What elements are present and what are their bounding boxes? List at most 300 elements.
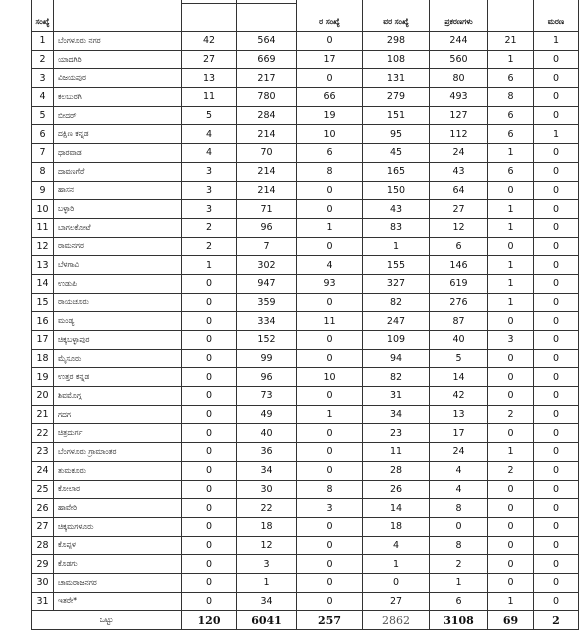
- cell-deaths: 0: [534, 106, 579, 125]
- cell-district: ಉಡುಪಿ: [54, 274, 182, 293]
- cell-cases: 17: [430, 424, 488, 443]
- cell-count-a: 0: [297, 200, 363, 219]
- table-row: [32, 256, 579, 275]
- table-row: [32, 181, 579, 200]
- cell-extra: 0: [488, 517, 534, 536]
- cell-count-a: 0: [297, 424, 363, 443]
- cell-cases: 1: [430, 573, 488, 592]
- cell-count-b: 0: [363, 573, 430, 592]
- cell-extra: 0: [488, 387, 534, 406]
- total-c4: 2862: [363, 611, 430, 630]
- cell-total-infected: 34: [237, 461, 297, 480]
- table-row: [32, 32, 579, 51]
- cell-new-infected: 0: [182, 499, 237, 518]
- cell-extra: 1: [488, 293, 534, 312]
- cell-total-infected: 36: [237, 443, 297, 462]
- cell-cases: 13: [430, 405, 488, 424]
- cell-count-a: 19: [297, 106, 363, 125]
- cell-extra: 2: [488, 405, 534, 424]
- table-row: [32, 499, 579, 518]
- cell-total-infected: 3: [237, 555, 297, 574]
- cell-district: ಚಿಕ್ಕಮಗಳೂರು: [54, 517, 182, 536]
- cell-count-a: 66: [297, 88, 363, 107]
- table-row: [32, 573, 579, 592]
- cell-count-b: 43: [363, 200, 430, 219]
- cell-count-a: 0: [297, 536, 363, 555]
- cell-cases: 27: [430, 200, 488, 219]
- cell-count-a: 0: [297, 293, 363, 312]
- cell-deaths: 0: [534, 405, 579, 424]
- cell-district: ತುಮಕೂರು: [54, 461, 182, 480]
- cell-cases: 87: [430, 312, 488, 331]
- cell-count-b: 109: [363, 331, 430, 350]
- district-stats-table: [31, 0, 579, 630]
- cell-serial: 11: [32, 218, 54, 237]
- total-label: ಒಟ್ಟು: [32, 611, 182, 630]
- cell-count-b: 155: [363, 256, 430, 275]
- cell-count-a: 0: [297, 181, 363, 200]
- cell-count-b: 45: [363, 144, 430, 163]
- cell-deaths: 0: [534, 274, 579, 293]
- table-body: [32, 32, 579, 630]
- cell-count-b: 82: [363, 293, 430, 312]
- cell-total-infected: 96: [237, 368, 297, 387]
- header-deaths: ಮರಣ: [534, 0, 579, 32]
- header-serial: ಸಂಖ್ಯೆ: [32, 0, 54, 32]
- cell-new-infected: 0: [182, 331, 237, 350]
- cell-new-infected: 0: [182, 480, 237, 499]
- cell-cases: 619: [430, 274, 488, 293]
- cell-district: ಯಾದಗಿರಿ: [54, 50, 182, 69]
- cell-extra: 1: [488, 144, 534, 163]
- cell-total-infected: 40: [237, 424, 297, 443]
- cell-serial: 2: [32, 50, 54, 69]
- cell-deaths: 0: [534, 368, 579, 387]
- cell-district: ಉತ್ತರ ಕನ್ನಡ: [54, 368, 182, 387]
- cell-district: ಚಾಮರಾಜನಗರ: [54, 573, 182, 592]
- header-count-b: ವರ ಸಂಖ್ಯೆ: [363, 0, 430, 32]
- table-row: [32, 443, 579, 462]
- cell-count-b: 95: [363, 125, 430, 144]
- cell-serial: 31: [32, 592, 54, 611]
- cell-cases: 127: [430, 106, 488, 125]
- cell-extra: 0: [488, 480, 534, 499]
- table-row: [32, 274, 579, 293]
- cell-serial: 3: [32, 69, 54, 88]
- cell-count-b: 1: [363, 237, 430, 256]
- cell-deaths: 0: [534, 181, 579, 200]
- cell-total-infected: 780: [237, 88, 297, 107]
- table-row: [32, 536, 579, 555]
- cell-deaths: 1: [534, 125, 579, 144]
- cell-serial: 13: [32, 256, 54, 275]
- cell-deaths: 0: [534, 144, 579, 163]
- header-total-infected: [237, 0, 297, 32]
- cell-cases: 244: [430, 32, 488, 51]
- cell-new-infected: 3: [182, 181, 237, 200]
- cell-count-a: 1: [297, 218, 363, 237]
- cell-district: ಮೈಸೂರು: [54, 349, 182, 368]
- cell-deaths: 0: [534, 443, 579, 462]
- table-row: [32, 349, 579, 368]
- cell-count-b: 4: [363, 536, 430, 555]
- cell-serial: 1: [32, 32, 54, 51]
- cell-count-b: 82: [363, 368, 430, 387]
- cell-count-a: 0: [297, 443, 363, 462]
- cell-extra: 2: [488, 461, 534, 480]
- cell-deaths: 0: [534, 312, 579, 331]
- cell-count-b: 83: [363, 218, 430, 237]
- cell-count-a: 17: [297, 50, 363, 69]
- cell-serial: 14: [32, 274, 54, 293]
- cell-district: ಧಾರವಾಡ: [54, 144, 182, 163]
- header-cases: ಪ್ರಕರಣಗಳು: [430, 0, 488, 32]
- cell-deaths: 0: [534, 536, 579, 555]
- table-row: [32, 331, 579, 350]
- cell-total-infected: 18: [237, 517, 297, 536]
- cell-extra: 3: [488, 331, 534, 350]
- cell-extra: 1: [488, 50, 534, 69]
- cell-total-infected: 284: [237, 106, 297, 125]
- cell-count-a: 0: [297, 69, 363, 88]
- cell-new-infected: 0: [182, 368, 237, 387]
- total-c2: 6041: [237, 611, 297, 630]
- cell-count-a: 1: [297, 405, 363, 424]
- cell-count-a: 8: [297, 162, 363, 181]
- total-c1: 120: [182, 611, 237, 630]
- table-row: [32, 200, 579, 219]
- cell-serial: 6: [32, 125, 54, 144]
- cell-count-b: 23: [363, 424, 430, 443]
- cell-cases: 6: [430, 592, 488, 611]
- cell-extra: 1: [488, 592, 534, 611]
- cell-extra: 0: [488, 181, 534, 200]
- table-row: [32, 237, 579, 256]
- cell-extra: 0: [488, 368, 534, 387]
- cell-deaths: 0: [534, 69, 579, 88]
- cell-total-infected: 359: [237, 293, 297, 312]
- cell-cases: 146: [430, 256, 488, 275]
- cell-total-infected: 152: [237, 331, 297, 350]
- cell-count-a: 0: [297, 237, 363, 256]
- cell-serial: 22: [32, 424, 54, 443]
- cell-serial: 16: [32, 312, 54, 331]
- cell-cases: 493: [430, 88, 488, 107]
- cell-serial: 12: [32, 237, 54, 256]
- cell-cases: 0: [430, 517, 488, 536]
- cell-district: ದಾವಣಗೆರೆ: [54, 162, 182, 181]
- cell-district: ಗದಗ: [54, 405, 182, 424]
- cell-deaths: 1: [534, 32, 579, 51]
- table-row: [32, 69, 579, 88]
- cell-extra: 0: [488, 573, 534, 592]
- table-row: [32, 424, 579, 443]
- cell-deaths: 0: [534, 424, 579, 443]
- table-row: [32, 162, 579, 181]
- table-row: [32, 517, 579, 536]
- cell-count-b: 26: [363, 480, 430, 499]
- cell-district: ಶಿವಮೊಗ್ಗ: [54, 387, 182, 406]
- cell-count-a: 0: [297, 331, 363, 350]
- cell-serial: 17: [32, 331, 54, 350]
- table-row: [32, 50, 579, 69]
- cell-new-infected: 3: [182, 162, 237, 181]
- cell-count-b: 34: [363, 405, 430, 424]
- cell-district: ಬೀದರ್: [54, 106, 182, 125]
- cell-extra: 0: [488, 499, 534, 518]
- cell-district: ಬಾಗಲಕೋಟೆ: [54, 218, 182, 237]
- cell-cases: 43: [430, 162, 488, 181]
- cell-new-infected: 2: [182, 237, 237, 256]
- table-row: [32, 405, 579, 424]
- cell-count-a: 93: [297, 274, 363, 293]
- cell-count-a: 8: [297, 480, 363, 499]
- cell-serial: 15: [32, 293, 54, 312]
- cell-district: ಕೊಡಗು: [54, 555, 182, 574]
- cell-extra: 1: [488, 443, 534, 462]
- cell-cases: 14: [430, 368, 488, 387]
- cell-serial: 30: [32, 573, 54, 592]
- cell-deaths: 0: [534, 480, 579, 499]
- cell-deaths: 0: [534, 50, 579, 69]
- cell-total-infected: 96: [237, 218, 297, 237]
- cell-serial: 10: [32, 200, 54, 219]
- cell-deaths: 0: [534, 162, 579, 181]
- cell-count-b: 247: [363, 312, 430, 331]
- cell-district: ಬೆಂಗಳೂರು ಗ್ರಾಮಾಂತರ: [54, 443, 182, 462]
- cell-district: ಕಲಬುರಗಿ: [54, 88, 182, 107]
- cell-extra: 0: [488, 237, 534, 256]
- cell-district: ವಿಜಯಪುರ: [54, 69, 182, 88]
- cell-new-infected: 1: [182, 256, 237, 275]
- cell-total-infected: 12: [237, 536, 297, 555]
- cell-new-infected: 13: [182, 69, 237, 88]
- cell-district: ಹಾಸನ: [54, 181, 182, 200]
- cell-count-b: 131: [363, 69, 430, 88]
- table-row: [32, 218, 579, 237]
- cell-district: ಚಿತ್ರದುರ್ಗ: [54, 424, 182, 443]
- cell-serial: 20: [32, 387, 54, 406]
- total-c7: 2: [534, 611, 579, 630]
- table-header-row: [32, 0, 579, 32]
- cell-new-infected: 4: [182, 144, 237, 163]
- total-c5: 3108: [430, 611, 488, 630]
- cell-new-infected: 0: [182, 555, 237, 574]
- cell-cases: 8: [430, 536, 488, 555]
- cell-cases: 40: [430, 331, 488, 350]
- cell-cases: 276: [430, 293, 488, 312]
- cell-count-b: 94: [363, 349, 430, 368]
- cell-new-infected: 0: [182, 461, 237, 480]
- cell-total-infected: 71: [237, 200, 297, 219]
- cell-district: ಮಂಡ್ಯ: [54, 312, 182, 331]
- cell-extra: 8: [488, 88, 534, 107]
- cell-total-infected: 214: [237, 125, 297, 144]
- cell-extra: 6: [488, 106, 534, 125]
- cell-deaths: 0: [534, 573, 579, 592]
- cell-count-b: 27: [363, 592, 430, 611]
- cell-total-infected: 669: [237, 50, 297, 69]
- cell-new-infected: 0: [182, 517, 237, 536]
- cell-count-b: 14: [363, 499, 430, 518]
- cell-district: ಹಾವೇರಿ: [54, 499, 182, 518]
- cell-total-infected: 214: [237, 181, 297, 200]
- header-district: [54, 0, 182, 32]
- table-row: [32, 461, 579, 480]
- cell-cases: 8: [430, 499, 488, 518]
- cell-extra: 0: [488, 536, 534, 555]
- cell-deaths: 0: [534, 387, 579, 406]
- cell-cases: 4: [430, 461, 488, 480]
- cell-district: ಬೆಳಗಾವಿ: [54, 256, 182, 275]
- cell-serial: 4: [32, 88, 54, 107]
- cell-district: ಬಳ್ಳಾರಿ: [54, 200, 182, 219]
- cell-new-infected: 0: [182, 443, 237, 462]
- cell-count-b: 108: [363, 50, 430, 69]
- cell-district: ಚಿಕ್ಕಬಳ್ಳಾಪುರ: [54, 331, 182, 350]
- cell-total-infected: 99: [237, 349, 297, 368]
- table-row: [32, 480, 579, 499]
- table-row: [32, 293, 579, 312]
- cell-extra: 6: [488, 125, 534, 144]
- cell-new-infected: 3: [182, 200, 237, 219]
- cell-serial: 21: [32, 405, 54, 424]
- table-row: [32, 312, 579, 331]
- cell-new-infected: 0: [182, 592, 237, 611]
- cell-total-infected: 30: [237, 480, 297, 499]
- total-c6: 69: [488, 611, 534, 630]
- cell-total-infected: 947: [237, 274, 297, 293]
- table-row: [32, 144, 579, 163]
- cell-cases: 112: [430, 125, 488, 144]
- cell-extra: 1: [488, 256, 534, 275]
- cell-count-b: 165: [363, 162, 430, 181]
- cell-total-infected: 34: [237, 592, 297, 611]
- cell-deaths: 0: [534, 517, 579, 536]
- cell-cases: 42: [430, 387, 488, 406]
- cell-total-infected: 49: [237, 405, 297, 424]
- cell-deaths: 0: [534, 200, 579, 219]
- cell-serial: 29: [32, 555, 54, 574]
- cell-count-a: 3: [297, 499, 363, 518]
- cell-count-a: 6: [297, 144, 363, 163]
- cell-extra: 6: [488, 69, 534, 88]
- cell-extra: 0: [488, 312, 534, 331]
- cell-serial: 5: [32, 106, 54, 125]
- header-new-infected: [182, 0, 237, 32]
- cell-new-infected: 5: [182, 106, 237, 125]
- cell-count-a: 11: [297, 312, 363, 331]
- cell-new-infected: 27: [182, 50, 237, 69]
- header-count-a: ರ ಸಂಖ್ಯೆ: [297, 0, 363, 32]
- cell-total-infected: 1: [237, 573, 297, 592]
- cell-serial: 9: [32, 181, 54, 200]
- cell-total-infected: 214: [237, 162, 297, 181]
- cell-count-b: 1: [363, 555, 430, 574]
- cell-cases: 2: [430, 555, 488, 574]
- cell-district: ದಕ್ಷಿಣ ಕನ್ನಡ: [54, 125, 182, 144]
- table-row: [32, 88, 579, 107]
- table-row: [32, 555, 579, 574]
- cell-district: ರಾಯಚೂರು: [54, 293, 182, 312]
- cell-serial: 23: [32, 443, 54, 462]
- cell-count-b: 151: [363, 106, 430, 125]
- cell-count-b: 327: [363, 274, 430, 293]
- cell-district: ಕೊಪ್ಪಳ: [54, 536, 182, 555]
- cell-new-infected: 0: [182, 536, 237, 555]
- cell-serial: 25: [32, 480, 54, 499]
- cell-new-infected: 0: [182, 349, 237, 368]
- cell-count-b: 18: [363, 517, 430, 536]
- cell-cases: 24: [430, 144, 488, 163]
- cell-cases: 64: [430, 181, 488, 200]
- cell-cases: 6: [430, 237, 488, 256]
- cell-deaths: 0: [534, 592, 579, 611]
- cell-extra: 0: [488, 555, 534, 574]
- cell-new-infected: 0: [182, 293, 237, 312]
- cell-deaths: 0: [534, 218, 579, 237]
- cell-serial: 24: [32, 461, 54, 480]
- cell-count-a: 10: [297, 125, 363, 144]
- cell-count-a: 4: [297, 256, 363, 275]
- cell-new-infected: 0: [182, 387, 237, 406]
- district-covid-table-sheet: [31, 0, 565, 630]
- cell-new-infected: 2: [182, 218, 237, 237]
- cell-deaths: 0: [534, 256, 579, 275]
- cell-total-infected: 217: [237, 69, 297, 88]
- total-c3: 257: [297, 611, 363, 630]
- cell-cases: 4: [430, 480, 488, 499]
- cell-serial: 26: [32, 499, 54, 518]
- cell-count-a: 0: [297, 349, 363, 368]
- cell-deaths: 0: [534, 499, 579, 518]
- cell-total-infected: 22: [237, 499, 297, 518]
- table-row: [32, 387, 579, 406]
- table-row: [32, 592, 579, 611]
- cell-total-infected: 564: [237, 32, 297, 51]
- cell-district: ಕೋಲಾರ: [54, 480, 182, 499]
- cell-count-a: 0: [297, 517, 363, 536]
- cell-deaths: 0: [534, 237, 579, 256]
- cell-deaths: 0: [534, 349, 579, 368]
- table-row: [32, 368, 579, 387]
- cell-total-infected: 302: [237, 256, 297, 275]
- cell-count-b: 31: [363, 387, 430, 406]
- cell-extra: 1: [488, 200, 534, 219]
- header-blank: [488, 0, 534, 32]
- table-row: [32, 125, 579, 144]
- cell-new-infected: 0: [182, 424, 237, 443]
- cell-serial: 7: [32, 144, 54, 163]
- cell-count-a: 0: [297, 461, 363, 480]
- cell-cases: 560: [430, 50, 488, 69]
- cell-deaths: 0: [534, 331, 579, 350]
- cell-serial: 27: [32, 517, 54, 536]
- cell-count-b: 11: [363, 443, 430, 462]
- cell-deaths: 0: [534, 88, 579, 107]
- cell-total-infected: 334: [237, 312, 297, 331]
- cell-cases: 80: [430, 69, 488, 88]
- table-total-row: [32, 611, 579, 630]
- cell-total-infected: 7: [237, 237, 297, 256]
- cell-extra: 1: [488, 274, 534, 293]
- cell-count-b: 150: [363, 181, 430, 200]
- cell-new-infected: 11: [182, 88, 237, 107]
- cell-extra: 0: [488, 424, 534, 443]
- cell-new-infected: 42: [182, 32, 237, 51]
- cell-cases: 24: [430, 443, 488, 462]
- cell-count-a: 0: [297, 573, 363, 592]
